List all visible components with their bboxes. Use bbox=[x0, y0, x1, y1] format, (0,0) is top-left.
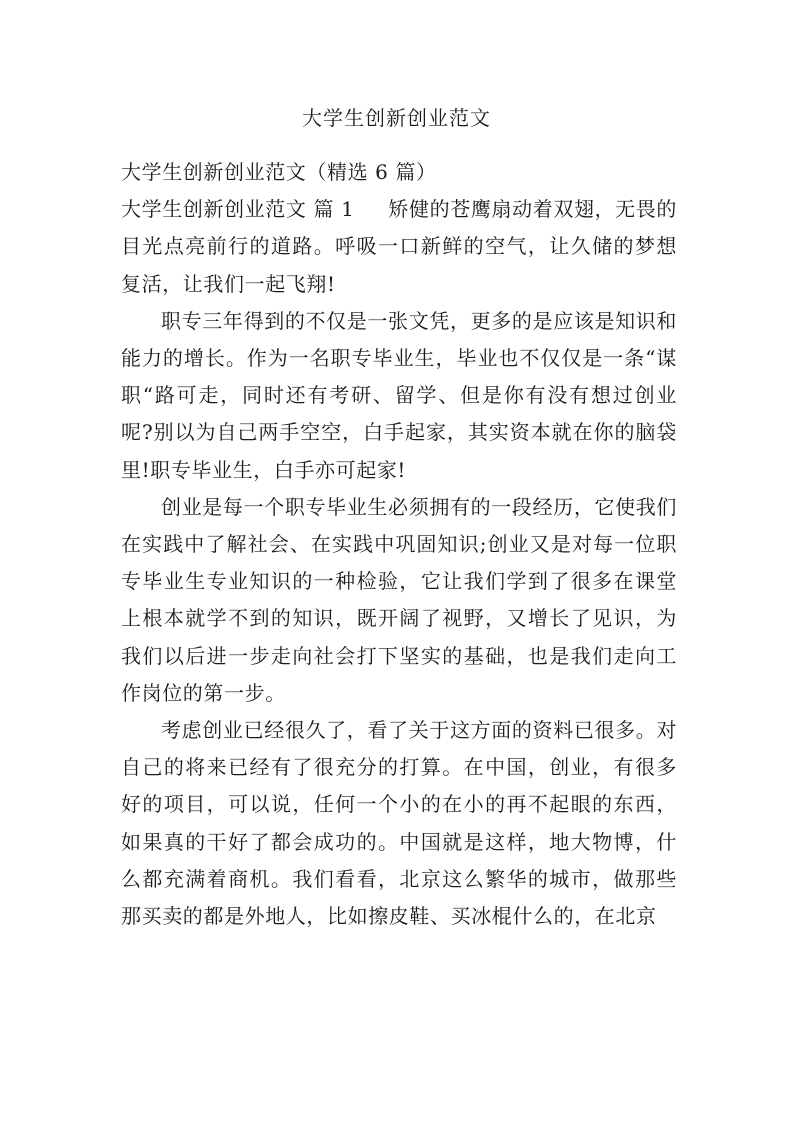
paragraph-2: 职专三年得到的不仅是一张文凭，更多的是应该是知识和能力的增长。作为一名职专毕业生，毕业也不仅仅是一条“谋职“路可走，同时还有考研、留学、但是你有没有想过创业呢?别以为自己两手空空，白手起家，其实资本就在你的脑袋里!职专毕业生，白手亦可起家! bbox=[121, 308, 677, 482]
document-title: 大学生创新创业范文 bbox=[302, 106, 491, 130]
paragraph-1: 矫健的苍鹰扇动着双翅，无畏的目光点亮前行的道路。呼吸一口新鲜的空气，让久储的梦想复活，让我们一起飞翔! bbox=[121, 197, 677, 296]
document-body bbox=[121, 154, 677, 935]
document-subtitle: 大学生创新创业范文（精选 6 篇） bbox=[121, 160, 437, 184]
section-heading: 大学生创新创业范文 篇 1 bbox=[121, 197, 355, 222]
section-first-paragraph bbox=[121, 191, 677, 303]
paragraph-3: 创业是每一个职专毕业生必须拥有的一段经历，它使我们在实践中了解社会、在实践中巩固知识;创业又是对每一位职专毕业生专业知识的一种检验，它让我们学到了很多在课堂上根本就学不到的知识，既开阔了视野，又增长了见识，为我们以后进一步走向社会打下坚实的基础，也是我们走向工作岗位的第一步。 bbox=[121, 494, 677, 705]
paragraph-4: 考虑创业已经很久了，看了关于这方面的资料已很多。对自己的将来已经有了很充分的打算。在中国，创业，有很多好的项目，可以说，任何一个小的在小的再不起眼的东西，如果真的干好了都会成功的。中国就是这样，地大物博，什么都充满着商机。我们看看，北京这么繁华的城市，做那些那买卖的都是外地人，比如擦皮鞋、买冰棍什么的，在北京 bbox=[121, 718, 677, 929]
